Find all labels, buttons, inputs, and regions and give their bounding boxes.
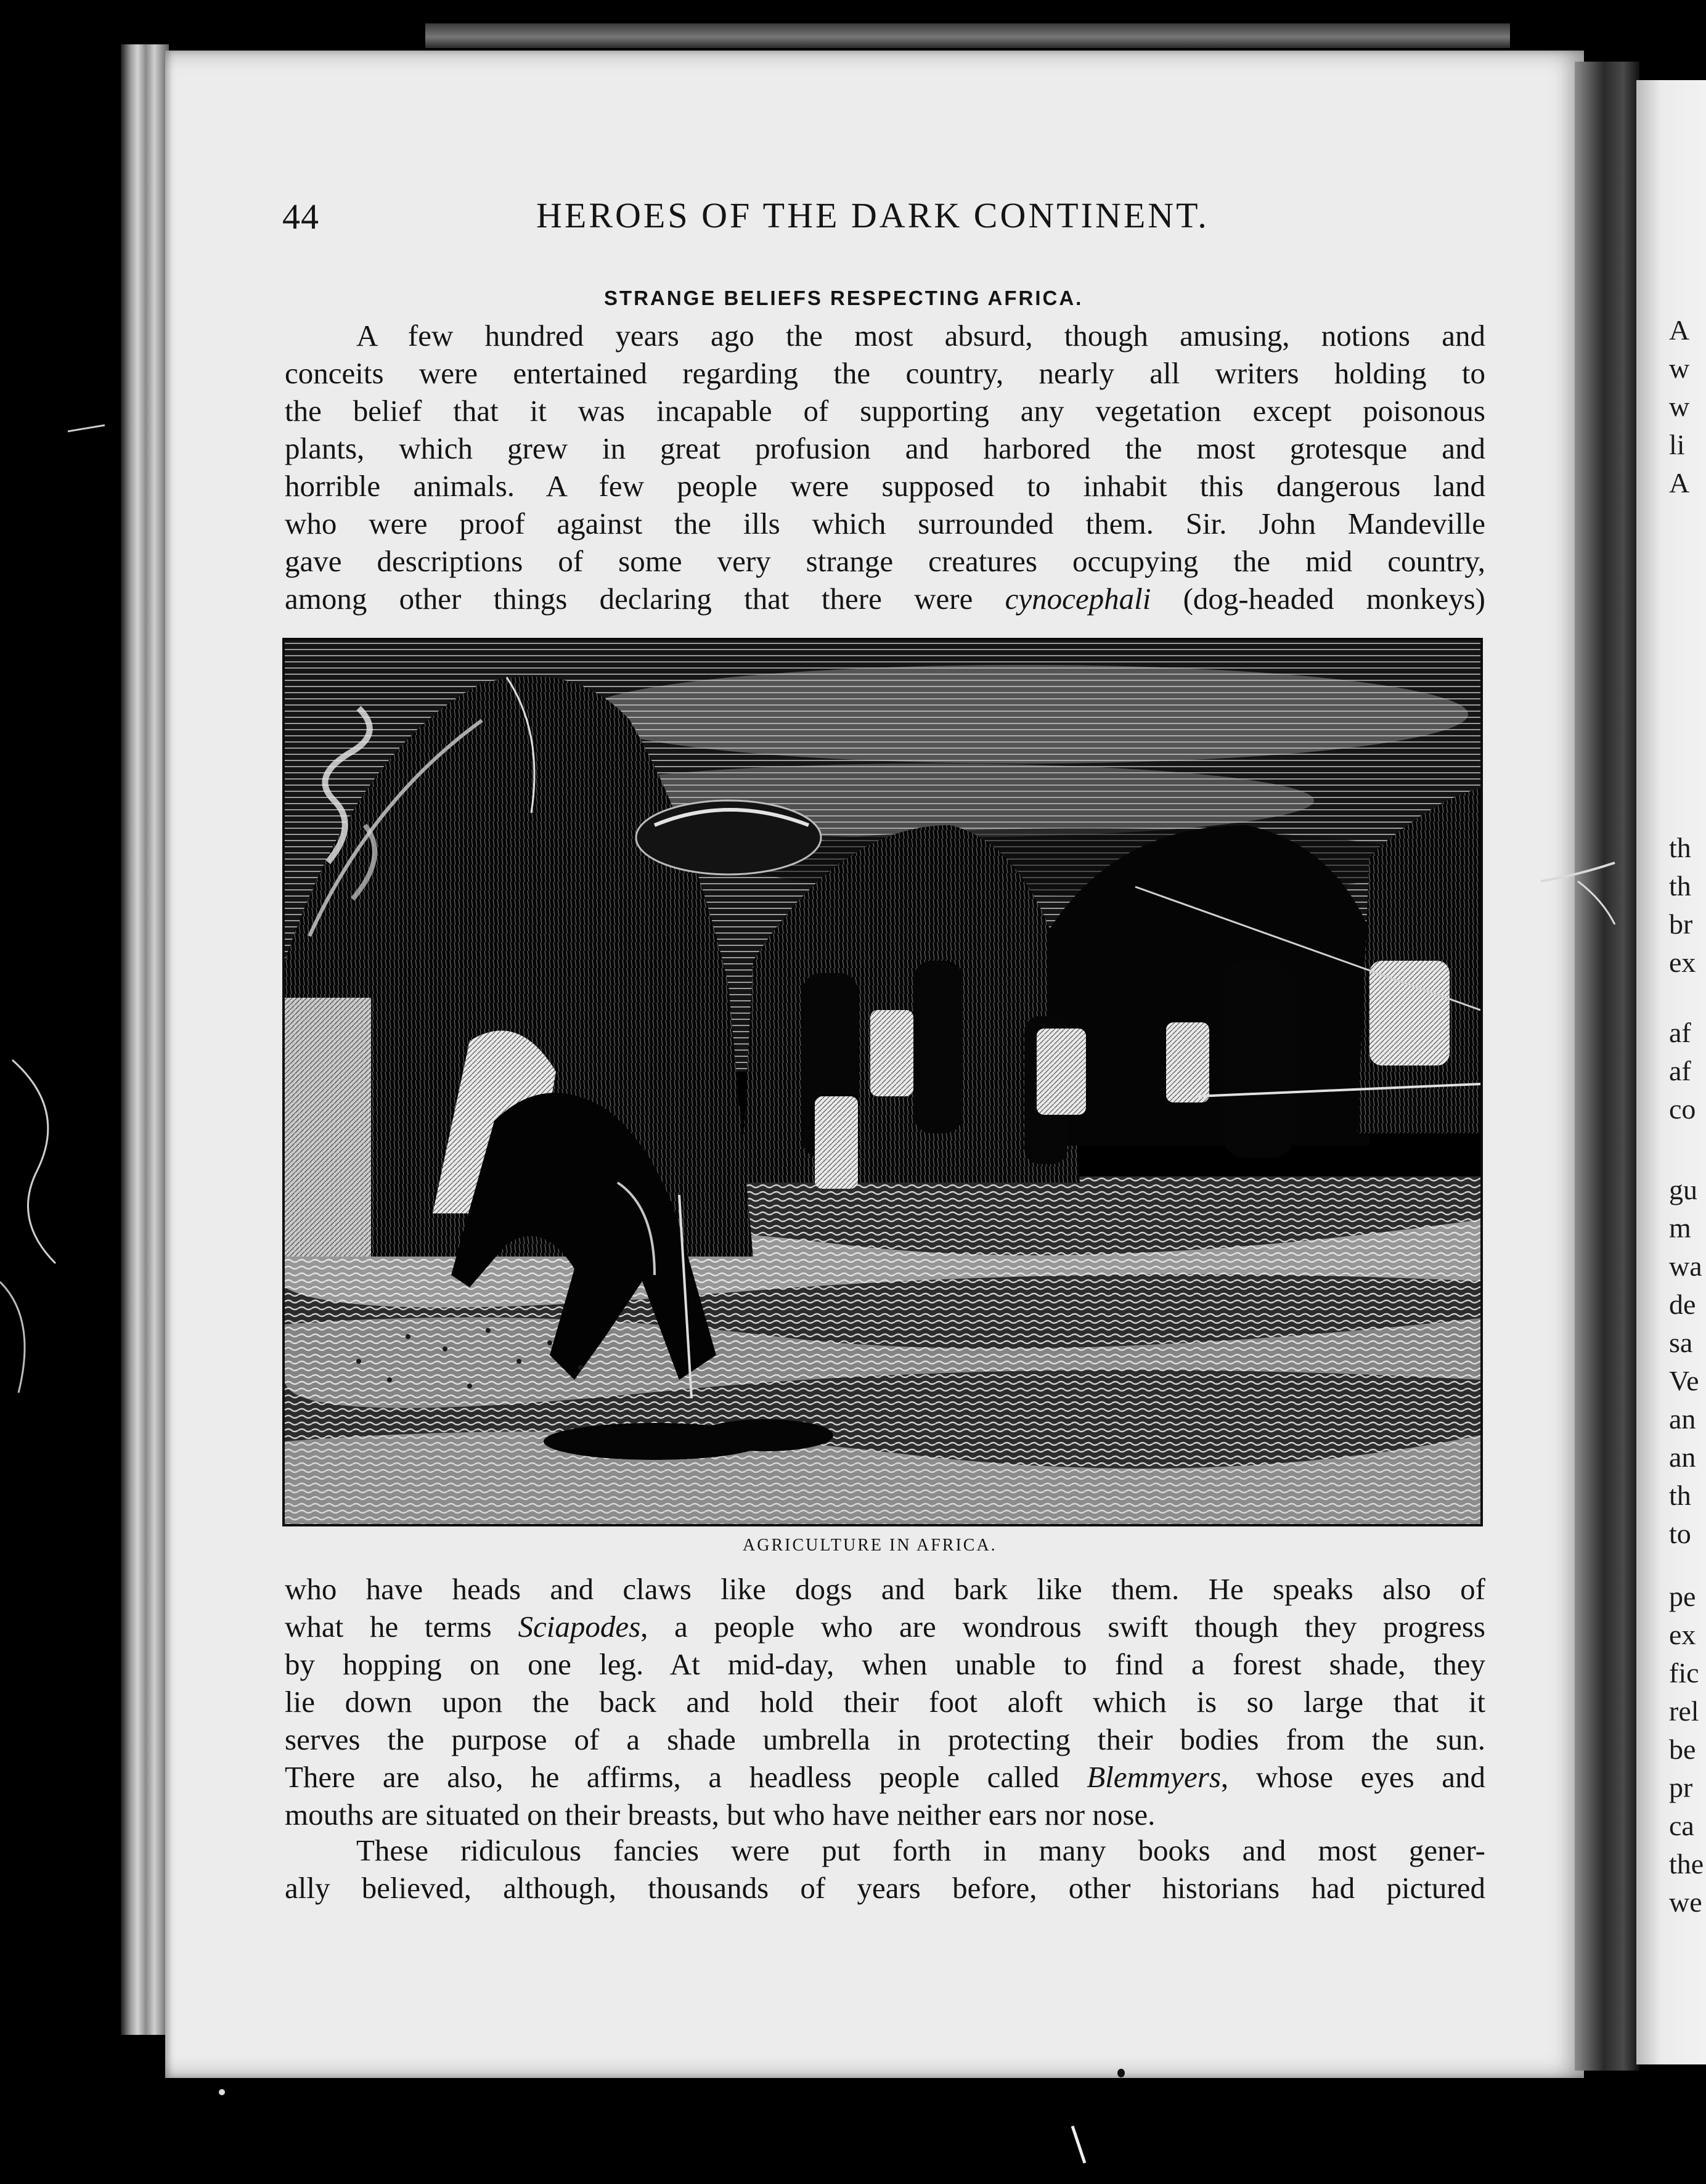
facing-page-fragment: wa	[1669, 1250, 1702, 1282]
facing-page-fragment: co	[1669, 1093, 1696, 1125]
facing-page-fragment: af	[1669, 1055, 1691, 1086]
text-line: the belief that it was incapable of supporting any vegetation except poisonous	[285, 394, 1485, 428]
text-line: by hopping on one leg. At mid-day, when unable to find a forest shade, they	[285, 1647, 1485, 1681]
facing-page-text-group-4	[1669, 1171, 1702, 1553]
text-line: These ridiculous fancies were put forth in many books and most gener-	[356, 1833, 1485, 1867]
italic-term: Blemmyers	[1087, 1760, 1221, 1794]
facing-page-fragment: m	[1669, 1212, 1691, 1244]
facing-page-fragment: pe	[1669, 1581, 1696, 1612]
facing-page-fragment: gu	[1669, 1174, 1697, 1205]
facing-page-fragment: be	[1669, 1734, 1696, 1765]
text-run: There are also, he affirms, a headless people called	[285, 1760, 1059, 1794]
text-line: plants, which grew in great profusion and harbored the most grotesque and	[285, 431, 1485, 465]
paragraph-2	[285, 1570, 1485, 1833]
text-line: mouths are situated on their breasts, but who have neither ears nor nose.	[285, 1798, 1156, 1832]
facing-page-fragment: A	[1669, 314, 1690, 346]
text-line: lie down upon the back and hold their foot aloft which is so large that it	[285, 1685, 1485, 1719]
text-run: , whose eyes and	[1220, 1760, 1486, 1794]
facing-page-fragment: li	[1669, 429, 1685, 460]
facing-page-fragment: ex	[1669, 947, 1696, 978]
text-line: horrible animals. A few people were supposed to inhabit this dangerous land	[285, 469, 1485, 503]
facing-page-fragment: w	[1669, 352, 1690, 384]
facing-page-fragment: af	[1669, 1017, 1691, 1048]
facing-page-fragment: ca	[1669, 1810, 1694, 1841]
section-heading: STRANGE BELIEFS RESPECTING AFRICA.	[604, 287, 1084, 309]
facing-page-fragment: Ve	[1669, 1365, 1699, 1396]
facing-page-fragment: the	[1669, 1848, 1704, 1880]
facing-page-fragment: we	[1669, 1886, 1702, 1918]
facing-page-fragment: br	[1669, 908, 1693, 940]
text-line	[285, 580, 1485, 617]
facing-page-fragment: an	[1669, 1403, 1696, 1435]
facing-page-fragment: fic	[1669, 1657, 1699, 1689]
text-line: gave descriptions of some very strange creatures occupying the mid country,	[285, 544, 1485, 578]
facing-page-fragment: to	[1669, 1518, 1691, 1549]
text-line: serves the purpose of a shade umbrella in protecting their bodies from the sun.	[285, 1722, 1485, 1756]
facing-page-fragment: an	[1669, 1441, 1696, 1473]
text-run: (dog-headed monkeys)	[1183, 582, 1485, 616]
facing-page-fragment: pr	[1669, 1772, 1693, 1803]
facing-page-fragment: th	[1669, 832, 1691, 863]
facing-page-fragment: ex	[1669, 1619, 1696, 1650]
facing-page-fragment: rel	[1669, 1695, 1699, 1727]
text-run: among other things declaring that there were	[285, 582, 973, 616]
italic-term: cynocephali	[1005, 582, 1151, 616]
text-line: who have heads and claws like dogs and bark like them. He speaks also of	[285, 1572, 1485, 1606]
text-run: , a people who are wondrous swift though they progress	[640, 1610, 1486, 1644]
facing-page-text-group-3	[1669, 1014, 1696, 1128]
scan-top-strip	[425, 23, 1510, 48]
text-line	[285, 1608, 1485, 1645]
facing-page-fragment: th	[1669, 870, 1691, 902]
facing-page-fragment: de	[1669, 1289, 1696, 1320]
text-line	[285, 1758, 1485, 1796]
facing-page-fragment: A	[1669, 467, 1690, 499]
facing-page-text-group-5	[1669, 1578, 1704, 1921]
facing-page-fragment: sa	[1669, 1327, 1693, 1358]
text-run: what he terms	[285, 1610, 492, 1644]
facing-page-text-group-2	[1669, 829, 1696, 982]
paragraph-3	[285, 1832, 1485, 1907]
book-spine-edge	[121, 44, 169, 2035]
italic-term: Sciapodes	[518, 1610, 641, 1644]
book-gutter	[1575, 62, 1639, 2071]
text-line: who were proof against the ills which surrounded them. Sir. John Mandeville	[285, 507, 1485, 540]
text-line: conceits were entertained regarding the country, nearly all writers holding to	[285, 356, 1485, 390]
text-line: A few hundred years ago the most absurd, though amusing, notions and	[356, 319, 1485, 352]
facing-page-fragment: th	[1669, 1480, 1691, 1511]
facing-page-text-group-1	[1669, 311, 1689, 502]
engraving-illustration	[282, 638, 1483, 1526]
facing-page-fragment: w	[1669, 391, 1690, 422]
page-number: 44	[282, 197, 319, 237]
text-line: ally believed, although, thousands of years before, other historians had pictured	[285, 1871, 1485, 1905]
ink-dot	[1117, 2069, 1125, 2077]
running-title: HEROES OF THE DARK CONTINENT.	[536, 195, 1209, 235]
paragraph-1	[285, 317, 1485, 617]
illustration-caption: AGRICULTURE IN AFRICA.	[743, 1536, 997, 1555]
